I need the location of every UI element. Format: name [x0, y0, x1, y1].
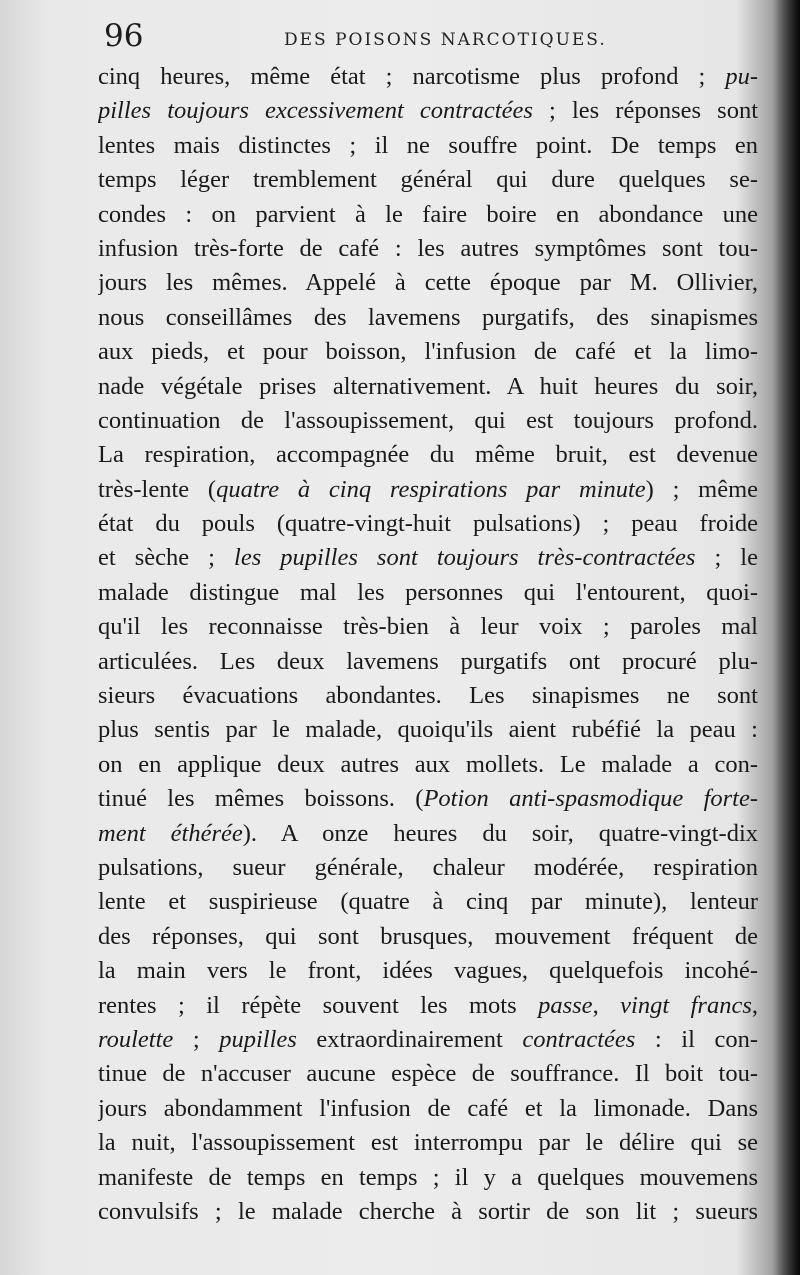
- text-line: pilles toujours excessivement contractées ; les réponses sont: [98, 97, 758, 125]
- text-line: lentes mais distinctes ; il ne souffre point. De temps en: [98, 131, 758, 159]
- text-line: jours abondamment l'infusion de café et la limonade. Dans: [98, 1094, 758, 1122]
- text-line: état du pouls (quatre-vingt-huit pulsations) ; peau froide: [98, 510, 758, 538]
- text-line: plus sentis par le malade, quoiqu'ils aient rubéfié la peau :: [98, 716, 758, 744]
- text-line: nous conseillâmes des lavemens purgatifs, des sinapismes: [98, 303, 758, 331]
- text-line: infusion très-forte de café : les autres symptômes sont tou-: [98, 234, 758, 262]
- text-line: convulsifs ; le malade cherche à sortir de son lit ; sueurs: [98, 1197, 758, 1225]
- text-line: et sèche ; les pupilles sont toujours très-contractées ; le: [98, 544, 758, 572]
- text-line: tinue de n'accuser aucune espèce de souffrance. Il boit tou-: [98, 1060, 758, 1088]
- text-line: on en applique deux autres aux mollets. Le malade a con-: [98, 750, 758, 778]
- page-number: 96: [104, 18, 144, 54]
- text-line: des réponses, qui sont brusques, mouvement fréquent de: [98, 922, 758, 950]
- page-gutter-shadow: [772, 0, 800, 1275]
- text-line: lente et suspirieuse (quatre à cinq par minute), lenteur: [98, 888, 758, 916]
- text-line: La respiration, accompagnée du même bruit, est devenue: [98, 441, 758, 469]
- text-line: la main vers le front, idées vagues, quelquefois incohé-: [98, 957, 758, 985]
- running-head: DES POISONS NARCOTIQUES.: [284, 30, 607, 50]
- text-line: qu'il les reconnaisse très-bien à leur voix ; paroles mal: [98, 613, 758, 641]
- text-line: temps léger tremblement général qui dure quelques se-: [98, 166, 758, 194]
- text-line: nade végétale prises alternativement. A huit heures du soir,: [98, 372, 758, 400]
- text-line: jours les mêmes. Appelé à cette époque par M. Ollivier,: [98, 269, 758, 297]
- text-line: rentes ; il répète souvent les mots passe, vingt francs,: [98, 991, 758, 1019]
- text-line: cinq heures, même état ; narcotisme plus profond ; pu-: [98, 63, 758, 90]
- body-text: [98, 60, 758, 1229]
- text-line: continuation de l'assoupissement, qui est toujours profond.: [98, 406, 758, 434]
- text-line: sieurs évacuations abondantes. Les sinapismes ne sont: [98, 682, 758, 710]
- text-line: tinué les mêmes boissons. (Potion anti-spasmodique forte-: [98, 785, 758, 813]
- text-line: condes : on parvient à le faire boire en abondance une: [98, 200, 758, 228]
- text-line: malade distingue mal les personnes qui l'entourent, quoi-: [98, 578, 758, 606]
- text-line: articulées. Les deux lavemens purgatifs ont procuré plu-: [98, 647, 758, 675]
- text-line: très-lente (quatre à cinq respirations par minute) ; même: [98, 475, 758, 503]
- text-line: la nuit, l'assoupissement est interrompu par le délire qui se: [98, 1129, 758, 1157]
- text-line: aux pieds, et pour boisson, l'infusion de café et la limo-: [98, 338, 758, 366]
- text-line: ment éthérée). A onze heures du soir, quatre-vingt-dix: [98, 819, 758, 847]
- text-line: manifeste de temps en temps ; il y a quelques mouvemens: [98, 1163, 758, 1191]
- page-header: [96, 18, 756, 58]
- text-line: pulsations, sueur générale, chaleur modérée, respiration: [98, 853, 758, 881]
- text-line: roulette ; pupilles extraordinairement contractées : il con-: [98, 1025, 758, 1053]
